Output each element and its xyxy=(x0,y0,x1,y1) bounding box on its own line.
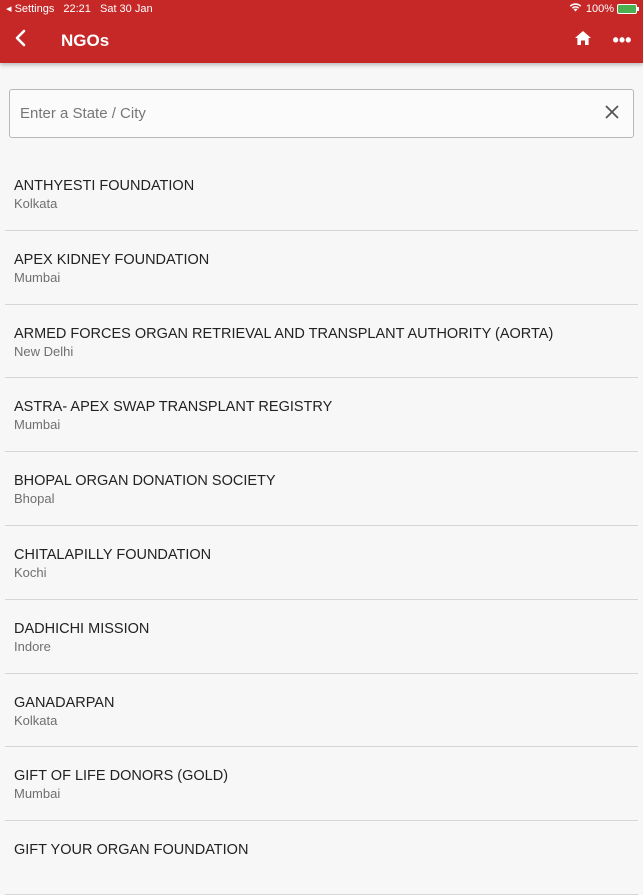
ngo-name: ASTRA- APEX SWAP TRANSPLANT REGISTRY xyxy=(14,399,333,416)
ngo-name: ARMED FORCES ORGAN RETRIEVAL AND TRANSPLANT AUTHORITY (AORTA) xyxy=(14,325,554,342)
ngo-city: Mumbai xyxy=(14,786,61,802)
chevron-left-icon xyxy=(14,29,26,52)
ngo-city: Kolkata xyxy=(14,712,58,728)
ngo-name: GIFT YOUR ORGAN FOUNDATION xyxy=(14,842,249,859)
more-button[interactable] xyxy=(608,28,636,52)
status-time: 22:21 xyxy=(63,3,91,15)
page-title: NGOs xyxy=(61,31,110,50)
ngo-city: Bhopal xyxy=(14,491,55,507)
list-item[interactable] xyxy=(5,600,638,674)
search-input[interactable] xyxy=(10,90,590,137)
home-icon xyxy=(574,30,592,51)
battery-percent: 100% xyxy=(585,2,614,15)
back-button[interactable] xyxy=(8,26,32,54)
ngo-name: BHOPAL ORGAN DONATION SOCIETY xyxy=(14,473,276,490)
ngo-name: GANADARPAN xyxy=(14,694,115,711)
list-item[interactable] xyxy=(5,674,638,748)
ngo-name: CHITALAPILLY FOUNDATION xyxy=(14,546,212,563)
ngo-city: Kolkata xyxy=(14,196,58,211)
ngo-city: Mumbai xyxy=(14,269,61,285)
status-left xyxy=(6,2,159,15)
ngo-city: New Delhi xyxy=(14,343,74,359)
list-item[interactable] xyxy=(5,526,638,600)
more-dots-icon: ••• xyxy=(612,29,632,50)
ngo-name: ANTHYESTI FOUNDATION xyxy=(14,178,195,194)
search-box xyxy=(9,89,634,138)
battery-icon xyxy=(617,4,637,14)
list-item[interactable] xyxy=(5,231,638,305)
ngo-city: Indore xyxy=(14,638,51,654)
close-icon xyxy=(605,105,619,124)
clear-search-button[interactable] xyxy=(601,103,623,125)
status-right xyxy=(569,2,637,15)
ngo-name: APEX KIDNEY FOUNDATION xyxy=(14,251,210,268)
ngo-name: GIFT OF LIFE DONORS (GOLD) xyxy=(14,768,229,785)
status-date: Sat 30 Jan xyxy=(99,3,153,15)
list-item[interactable] xyxy=(5,378,638,452)
list-item[interactable] xyxy=(5,305,638,379)
list-item[interactable] xyxy=(5,452,638,526)
ngo-city: Kochi xyxy=(14,564,47,580)
list-item[interactable] xyxy=(5,747,638,821)
ngo-city: Mumbai xyxy=(14,417,61,433)
wifi-icon xyxy=(569,2,582,15)
back-to-app-link[interactable]: ◂ Settings xyxy=(6,3,55,15)
status-bar xyxy=(0,0,643,17)
ngo-list xyxy=(5,157,638,895)
home-button[interactable] xyxy=(570,28,596,52)
list-item[interactable] xyxy=(5,821,638,895)
list-item[interactable] xyxy=(5,157,638,231)
app-header xyxy=(0,0,643,63)
ngo-name: DADHICHI MISSION xyxy=(14,620,150,637)
